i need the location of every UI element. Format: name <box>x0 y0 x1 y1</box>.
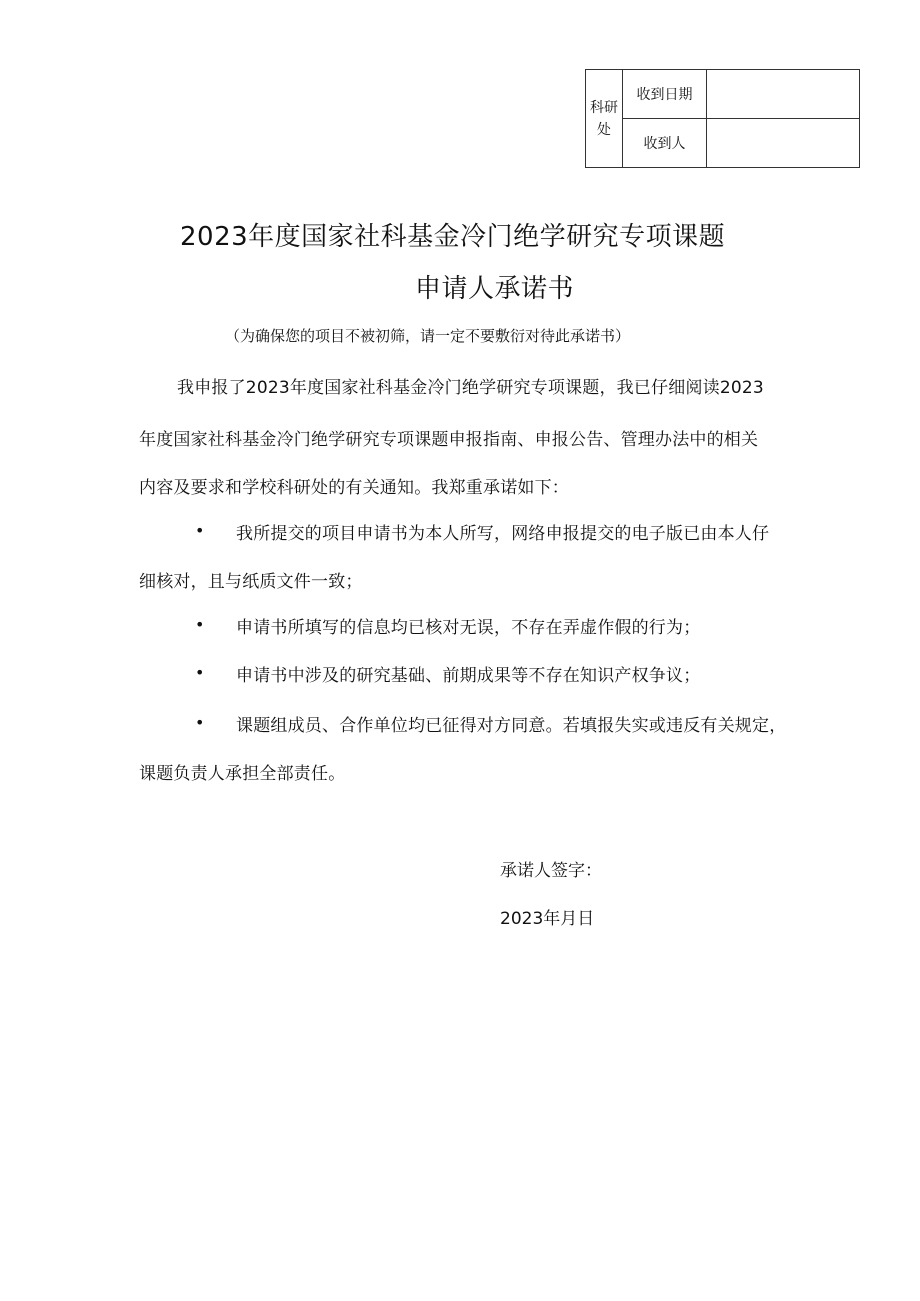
document-subtitle-title: 申请人承诺书 <box>415 274 575 304</box>
bullet-marker: • <box>195 521 205 540</box>
intro-line: 内容及要求和学校科研处的有关通知。我郑重承诺如下： <box>139 478 569 498</box>
receipt-row-date <box>586 70 860 119</box>
dept-label: 科研处 <box>586 70 623 168</box>
commitment-line: 课题组成员、合作单位均已征得对方同意。若填报失实或违反有关规定， <box>236 716 787 736</box>
receiver-label: 收到人 <box>623 119 707 168</box>
receipt-table <box>585 69 860 168</box>
commitment-line: 课题负责人承担全部责任。 <box>139 764 346 784</box>
intro-line: 我申报了2023年度国家社科基金冷门绝学研究专项课题，我已仔细阅读2023 <box>177 378 764 398</box>
intro-line: 年度国家社科基金冷门绝学研究专项课题申报指南、申报公告、管理办法中的相关 <box>139 430 759 450</box>
commitment-line: 我所提交的项目申请书为本人所写，网络申报提交的电子版已由本人仔 <box>236 524 770 544</box>
signature-date: 2023年月日 <box>500 909 595 929</box>
received-date-label: 收到日期 <box>623 70 707 119</box>
reminder-note: （为确保您的项目不被初筛，请一定不要敷衍对待此承诺书） <box>225 327 631 345</box>
receipt-row-receiver <box>586 119 860 168</box>
signature-label: 承诺人签字： <box>500 861 602 881</box>
bullet-marker: • <box>195 713 205 732</box>
bullet-marker: • <box>195 615 205 634</box>
receiver-value[interactable] <box>707 119 860 168</box>
document-title: 2023年度国家社科基金冷门绝学研究专项课题 <box>180 222 726 252</box>
bullet-marker: • <box>195 663 205 682</box>
commitment-line: 申请书所填写的信息均已核对无误，不存在弄虚作假的行为； <box>236 618 701 638</box>
received-date-value[interactable] <box>707 70 860 119</box>
commitment-line: 细核对，且与纸质文件一致； <box>139 572 363 592</box>
commitment-line: 申请书中涉及的研究基础、前期成果等不存在知识产权争议； <box>236 666 701 686</box>
